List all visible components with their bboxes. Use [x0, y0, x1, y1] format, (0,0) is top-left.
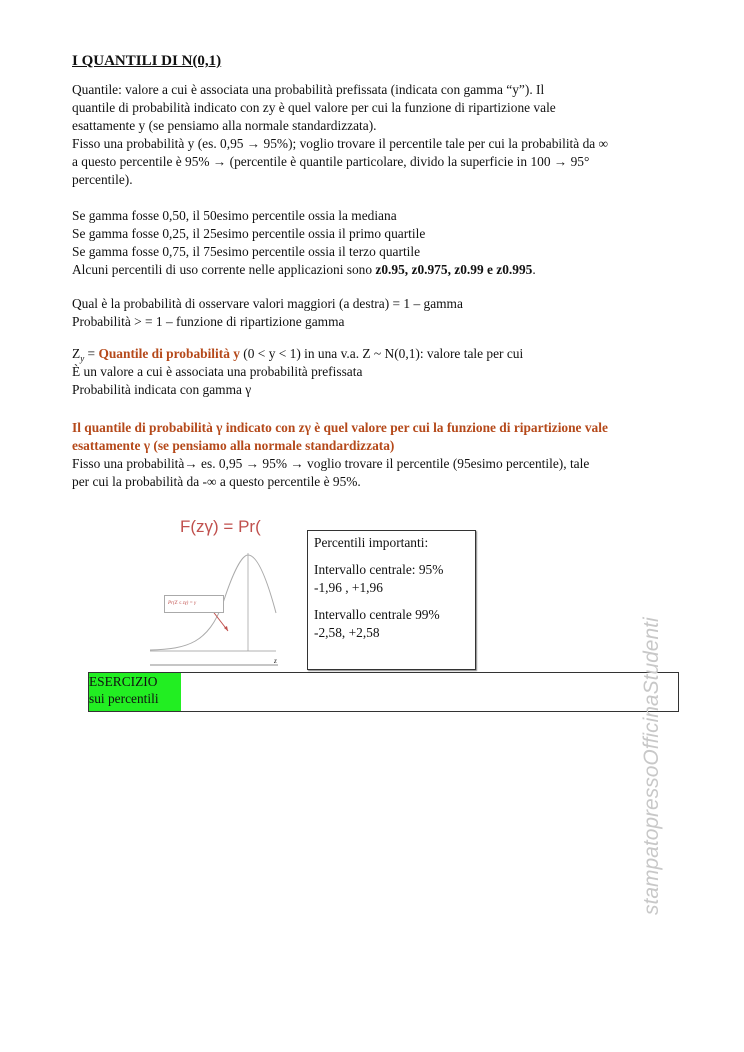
text-line: Fisso una probabilità y (es. 0,95 → 95%); voglio trovare il percentile tale per cui la probabilità da ∞: [72, 136, 609, 151]
highlight-term: Quantile di probabilità y: [98, 346, 240, 361]
text-line: Se gamma fosse 0,25, il 25esimo percentile ossia il primo quartile: [72, 226, 426, 241]
text-line: Probabilità > = 1 – funzione di ripartizione gamma: [72, 314, 345, 329]
text-line: Fisso una probabilità→ es. 0,95 → 95% → voglio trovare il percentile (95esimo percentile), tale: [72, 456, 590, 471]
box-line: -1,96 , +1,96: [314, 580, 383, 595]
text: Z: [72, 346, 81, 361]
box-line: -2,58, +2,58: [314, 625, 380, 640]
text-line: a questo percentile è 95% → (percentile è quantile particolare, divido la superficie in 100 → 95°: [72, 154, 590, 169]
box-line: Intervallo centrale 99%: [314, 607, 440, 622]
formula: F(zγ) = Pr(: [180, 517, 261, 536]
highlight-line: Il quantile di probabilità γ indicato con zγ è quel valore per cui la funzione di ripartizione vale: [72, 420, 608, 435]
exercise-subtitle: sui percentili: [89, 691, 159, 706]
text: =: [84, 346, 99, 361]
text-line: per cui la probabilità da -∞ a questo percentile è 95%.: [72, 474, 361, 489]
subscript: y: [80, 353, 85, 364]
watermark: stampatopressoOfficinaStudenti: [640, 617, 663, 915]
axis-label: z: [274, 657, 277, 665]
text-line: percentile).: [72, 172, 133, 187]
text-line: Quantile: valore a cui è associata una probabilità prefissata (indicata con gamma “y”). Il: [72, 82, 545, 97]
text-line: Se gamma fosse 0,50, il 50esimo percentile ossia la mediana: [72, 208, 397, 223]
highlight-line: esattamente γ (se pensiamo alla normale standardizzata): [72, 438, 395, 453]
box-line: Intervallo centrale: 95%: [314, 562, 444, 577]
text-line: esattamente y (se pensiamo alla normale standardizzata).: [72, 118, 377, 133]
exercise-table: [88, 672, 679, 712]
page-title: I QUANTILI DI N(0,1): [72, 53, 222, 69]
box-heading: Percentili importanti:: [314, 535, 429, 550]
normal-curve: [148, 513, 280, 673]
probability-label: Pr(Z ≤ zγ) = γ: [164, 595, 224, 613]
exercise-title: ESERCIZIO: [89, 674, 158, 689]
text-line: quantile di probabilità indicato con zy è quel valore per cui la funzione di ripartizione vale: [72, 100, 556, 115]
text-line: Qual è la probabilità di osservare valori maggiori (a destra) = 1 – gamma: [72, 296, 463, 311]
percentiles-bold: z0.95, z0.975, z0.99 e z0.995: [375, 262, 533, 277]
text: (0 < y < 1) in una v.a. Z ~ N(0,1): valore tale per cui: [239, 346, 524, 361]
exercise-label-cell: [89, 673, 181, 711]
text-line: Se gamma fosse 0,75, il 75esimo percentile ossia il terzo quartile: [72, 244, 421, 259]
text: Alcuni percentili di uso corrente nelle applicazioni sono: [72, 262, 376, 277]
percentiles-box: [307, 530, 476, 670]
text-line: [72, 261, 536, 279]
text-line: È un valore a cui è associata una probabilità prefissata: [72, 364, 363, 379]
text: .: [532, 262, 536, 277]
text-line: Probabilità indicata con gamma γ: [72, 382, 252, 397]
normal-distribution-figure: [148, 513, 280, 673]
